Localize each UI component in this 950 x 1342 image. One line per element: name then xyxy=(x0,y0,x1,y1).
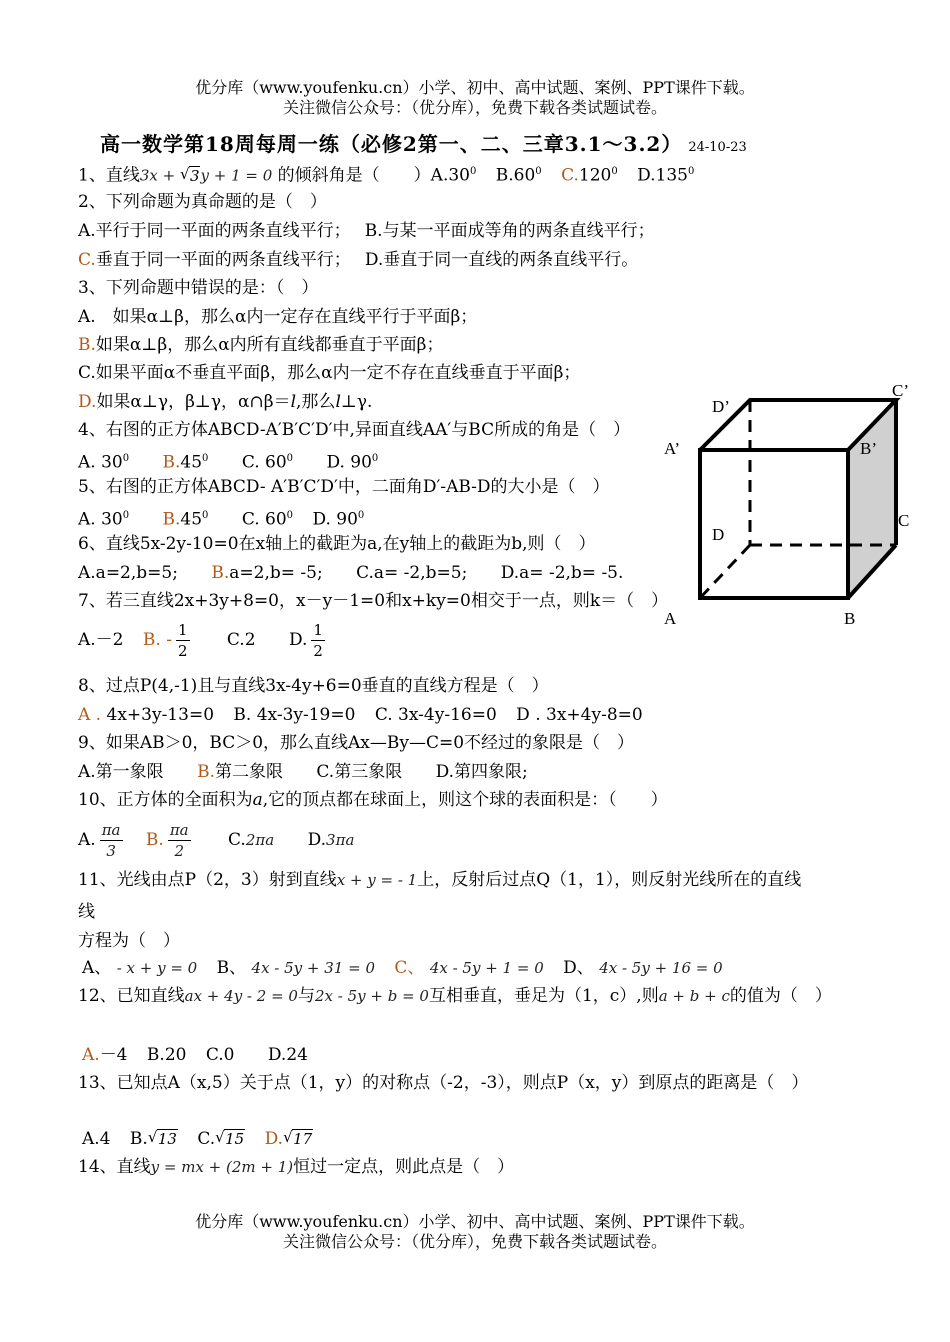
question-2-options-cd: C.垂直于同一平面的两条直线平行； D.垂直于同一直线的两条直线平行。 xyxy=(78,250,639,270)
page-title: 高一数学第18周每周一练（必修2第一、二、三章3.1～3.2） 24-10-23 xyxy=(100,132,747,156)
label-a-prime: A’ xyxy=(664,439,681,458)
question-6: 6、直线5x-2y-10=0在x轴上的截距为a,在y轴上的截距为b,则（ ） xyxy=(78,534,596,554)
answer-mark: A . xyxy=(78,705,102,725)
question-11-line-2: 方程为（ ） xyxy=(78,931,180,951)
sqrt-15: √ 15 xyxy=(215,1127,245,1151)
answer-mark: D. xyxy=(264,1129,284,1149)
label-d: D xyxy=(712,525,725,544)
question-8: 8、过点P(4,-1)且与直线3x-4y+6=0垂直的直线方程是（ ） xyxy=(78,676,549,696)
question-10: 10、正方体的全面积为a,它的顶点都在球面上，则这个球的表面积是：（ ） xyxy=(78,790,668,810)
label-a: A xyxy=(664,609,677,628)
question-9: 9、如果AB＞0，BC＞0，那么直线Ax—By—C=0不经过的象限是（ ） xyxy=(78,733,635,753)
answer-mark: C. xyxy=(78,250,96,270)
answer-mark: B. xyxy=(162,509,181,530)
question-12: 12、已知直线ax + 4y - 2 = 0与2x - 5y + b = 0互相垂直，垂足为（1，c）,则a + b + c的值为（ ） xyxy=(78,986,832,1006)
answer-mark: C. xyxy=(561,165,579,186)
label-b: B xyxy=(844,609,856,628)
question-12-options: A.－4 B.20 C.0 D.24 xyxy=(82,1045,308,1065)
question-4-options: A. $30^0$ $B.45^0$ C. $60^0$ D. $90^0$ xyxy=(78,452,379,473)
sqrt-17: √ 17 xyxy=(283,1127,313,1151)
question-7-options: A.－2 B. - $\frac{1}{2}$ C.2 D. $\frac{1}{2}$ xyxy=(78,621,323,660)
sqrt-13: √ 13 xyxy=(148,1127,178,1151)
question-3: 3、下列命题中错误的是：（ ） xyxy=(78,278,319,298)
cube-hidden-edge-da xyxy=(700,545,750,598)
question-6-options: A.a=2,b=5; B.a=2,b= -5; C.a= -2,b=5; D.a= -2,b= -5. xyxy=(78,563,624,583)
question-13-options: A.4 B.√ 13 C.√ 15 D.√ 17 xyxy=(82,1127,313,1151)
question-9-options: A.第一象限 B.第二象限 C.第三象限 D.第四象限; xyxy=(78,762,528,782)
label-b-prime: B’ xyxy=(860,439,877,458)
footer-line-1: 优分库（www.youfenku.cn）小学、初中、高中试题、案例、PPT课件下载。 xyxy=(195,1212,755,1231)
question-3-option-d: D.如果α⊥γ，β⊥γ，α∩β＝l,那么l⊥γ. xyxy=(78,392,373,412)
question-11: 11、光线由点P（2，3）射到直线x + y = - 1上，反射后过点Q（1，1），则反射光线所在的直线 xyxy=(78,870,802,890)
fraction-one-half: $\frac{1}{2}$ xyxy=(313,621,323,660)
question-11-options: A、 - x + y = 0 B、 4x - 5y + 31 = 0 C、 4x - 5y + 1 = 0 D、 4x - 5y + 16 = 0 xyxy=(82,958,723,978)
answer-mark: B. xyxy=(211,563,230,583)
question-3-option-a: A. 如果α⊥β，那么α内一定存在直线平行于平面β； xyxy=(78,307,478,327)
answer-mark: B. xyxy=(78,335,96,355)
sqrt-3: √ 3 xyxy=(180,164,201,188)
answer-mark: D. xyxy=(78,392,97,412)
header-line-1: 优分库（www.youfenku.cn）小学、初中、高中试题、案例、PPT课件下载。 xyxy=(195,78,755,97)
question-11-wrap: 线 xyxy=(78,902,95,922)
answer-mark: B. - xyxy=(142,630,172,650)
question-14: 14、直线y = mx + (2m + 1)恒过一定点，则此点是（ ） xyxy=(78,1157,515,1177)
question-2: 2、下列命题为真命题的是（ ） xyxy=(78,192,327,212)
question-8-options: A . 4x+3y-13=0 B. 4x-3y-19=0 C. 3x-4y-16=0 D . 3x+4y-8=0 xyxy=(78,705,643,725)
fraction-one-half: $\frac{1}{2}$ xyxy=(177,621,188,660)
title-date: 24-10-23 xyxy=(688,140,747,155)
question-3-option-b: B.如果α⊥β，那么α内所有直线都垂直于平面β； xyxy=(78,335,444,355)
answer-mark: B. xyxy=(197,762,215,782)
label-c-prime: C’ xyxy=(892,381,909,400)
cube-right-face xyxy=(848,400,896,598)
footer-line-2: 关注微信公众号：（优分库），免费下载各类试题试卷。 xyxy=(282,1232,667,1251)
fraction-pi-a-over-3: $\frac{\pi a}{3}$ xyxy=(101,821,121,860)
label-c: C xyxy=(898,511,910,530)
answer-mark: A. xyxy=(82,1045,100,1065)
cube-figure xyxy=(660,380,920,630)
answer-mark: B. xyxy=(145,830,164,850)
question-10-options: A. $\frac{\pi a}{3}$ B. $\frac{\pi a}{2}$ C.2πa D.3πa xyxy=(78,821,355,860)
answer-mark: C、 xyxy=(394,958,425,978)
question-13: 13、已知点A（x,5）关于点（1，y）的对称点（-2，-3），则点P（x，y）到原点的距离是（ ） xyxy=(78,1073,809,1093)
question-4: 4、右图的正方体ABCD-A′B′C′D′中,异面直线AA′与BC所成的角是（ ） xyxy=(78,420,631,440)
question-5-options: A. $30^0$ $B.45^0$ C. $60^0$ D. $90^0$ xyxy=(78,509,365,530)
question-5: 5、右图的正方体ABCD- A′B′C′D′中，二面角D′-AB-D的大小是（ ） xyxy=(78,477,610,497)
question-2-options-ab: A.平行于同一平面的两条直线平行； B.与某一平面成等角的两条直线平行； xyxy=(78,221,655,241)
answer-mark: B. xyxy=(162,452,181,473)
question-3-option-c: C.如果平面α不垂直平面β，那么α内一定不存在直线垂直于平面β； xyxy=(78,363,581,383)
header-line-2: 关注微信公众号：（优分库），免费下载各类试题试卷。 xyxy=(282,98,667,117)
label-d-prime: D’ xyxy=(712,397,730,416)
question-7: 7、若三直线2x+3y+8=0，x－y－1=0和x+ky=0相交于一点，则k＝（ ） xyxy=(78,591,669,611)
fraction-pi-a-over-2: $\frac{\pi a}{2}$ xyxy=(169,821,189,860)
question-1: 1、直线3x + √ 3y + 1 = 0 的倾斜角是（ ）$A.30^0$ $B.60^0$ C.120$^0$ D.135$^0$ xyxy=(78,160,694,188)
